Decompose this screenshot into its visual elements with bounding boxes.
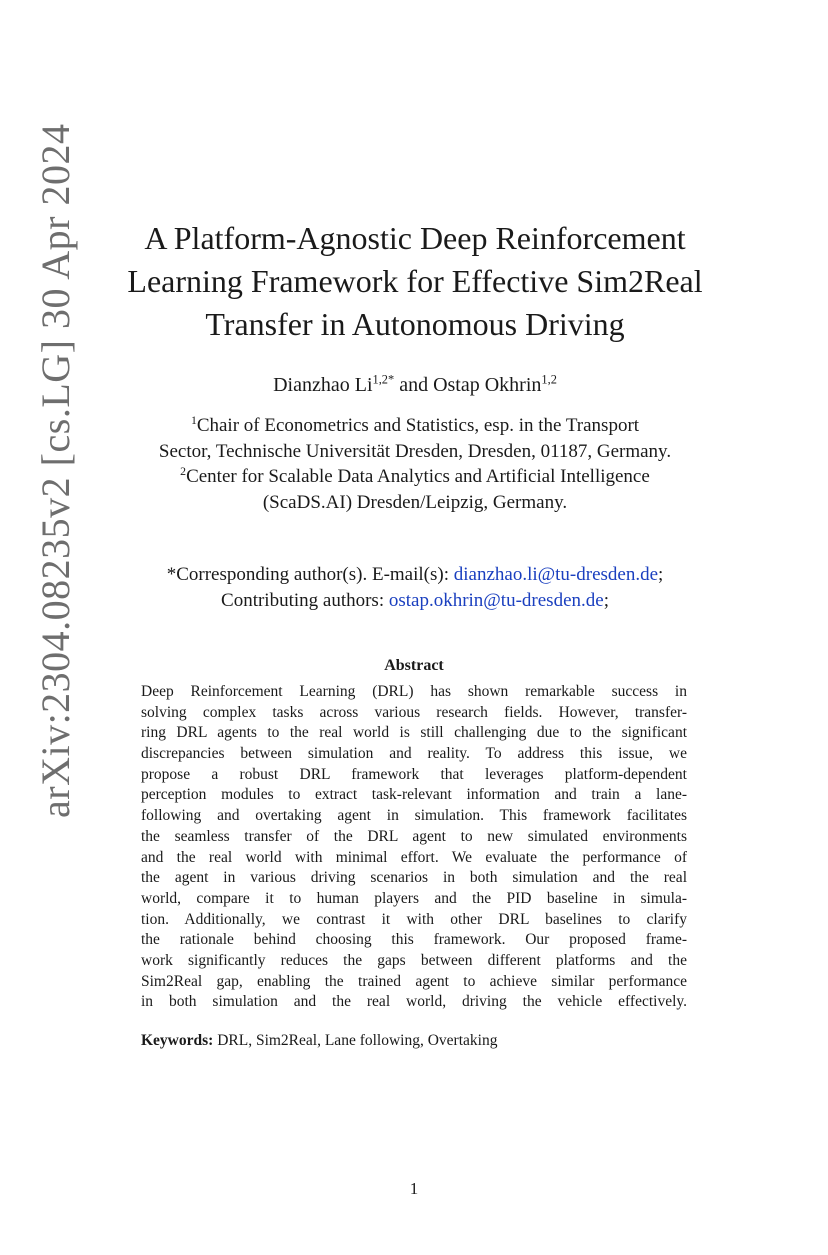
- abstract-line: solving complex tasks across various research fields. However, transfer-: [141, 703, 687, 721]
- abstract-line: perception modules to extract task-relevant information and train a lane-: [141, 786, 687, 804]
- abstract-body: [141, 682, 687, 1013]
- abstract-line: tion. Additionally, we contrast it with other DRL baselines to clarify: [141, 910, 687, 928]
- abstract-line: in both simulation and the real world, driving the vehicle effectively.: [141, 993, 687, 1011]
- abstract-line: following and overtaking agent in simulation. This framework facilitates: [141, 807, 687, 825]
- affiliation-2: [90, 464, 740, 490]
- affiliation-marker: 1: [190, 413, 197, 427]
- corresponding-label: *Corresponding author(s). E-mail(s):: [166, 564, 454, 585]
- author-name: Ostap Okhrin: [433, 374, 542, 396]
- abstract-line: Deep Reinforcement Learning (DRL) has shown remarkable success in: [141, 683, 687, 700]
- punctuation: ;: [603, 590, 609, 611]
- abstract-line: work significantly reduces the gaps between different platforms and the: [141, 951, 687, 969]
- abstract-line: ring DRL agents to the real world is still challenging due to the significant: [141, 724, 687, 742]
- contributing-label: Contributing authors:: [221, 590, 389, 611]
- keywords-label: Keywords:: [141, 1032, 214, 1049]
- abstract-line: the seamless transfer of the DRL agent to new simulated environments: [141, 827, 687, 845]
- author-joiner: and: [394, 374, 434, 396]
- abstract-line: discrepancies between simulation and reality. To address this issue, we: [141, 745, 687, 763]
- arxiv-identifier: arXiv:2304.08235v2 [cs.LG] 30 Apr 2024: [33, 123, 78, 818]
- author-superscript: 1,2: [541, 372, 557, 387]
- contributing-email-link[interactable]: ostap.okhrin@tu-dresden.de: [388, 590, 604, 611]
- abstract-heading: Abstract: [384, 657, 444, 674]
- keywords-values: DRL, Sim2Real, Lane following, Overtaking: [213, 1032, 498, 1049]
- abstract-line: the rationale behind choosing this framework. Our proposed frame-: [141, 931, 687, 949]
- paper-title: [110, 217, 720, 346]
- page-number: 1: [409, 1179, 419, 1198]
- affiliation-2-cont: (ScaDS.AI) Dresden/Leipzig, Germany.: [262, 491, 568, 513]
- author-name: Dianzhao Li: [273, 374, 373, 396]
- abstract-line: and the real world with minimal effort. We evaluate the performance of: [141, 848, 687, 866]
- abstract-line: the agent in various driving scenarios in both simulation and the real: [141, 869, 687, 887]
- affiliation-marker: 2: [180, 464, 187, 478]
- keywords: [141, 1031, 687, 1051]
- corresponding-author-line: [90, 562, 740, 588]
- affiliation-1-cont: Sector, Technische Universität Dresden, Dresden, 01187, Germany.: [158, 440, 672, 462]
- author-superscript: 1,2*: [372, 372, 395, 387]
- title-line: A Platform-Agnostic Deep Reinforcement: [144, 220, 686, 256]
- abstract-line: Sim2Real gap, enabling the trained agent to achieve similar performance: [141, 972, 687, 990]
- author-list: [110, 372, 720, 398]
- abstract-line: world, compare it to human players and the PID baseline in simula-: [141, 889, 687, 907]
- title-line: Transfer in Autonomous Driving: [205, 306, 625, 342]
- affiliation-text: Center for Scalable Data Analytics and Artificial Intelligence: [186, 466, 650, 487]
- affiliations: [90, 413, 740, 515]
- punctuation: ;: [658, 564, 664, 585]
- contributing-authors-line: [90, 588, 740, 614]
- corresponding-email-link[interactable]: dianzhao.li@tu-dresden.de: [453, 564, 659, 585]
- affiliation-1: [90, 413, 740, 439]
- title-line: Learning Framework for Effective Sim2Real: [127, 263, 703, 299]
- abstract-line: propose a robust DRL framework that leverages platform-dependent: [141, 765, 687, 783]
- contact-info: [90, 562, 740, 614]
- affiliation-text: Chair of Econometrics and Statistics, esp. in the Transport: [196, 415, 640, 436]
